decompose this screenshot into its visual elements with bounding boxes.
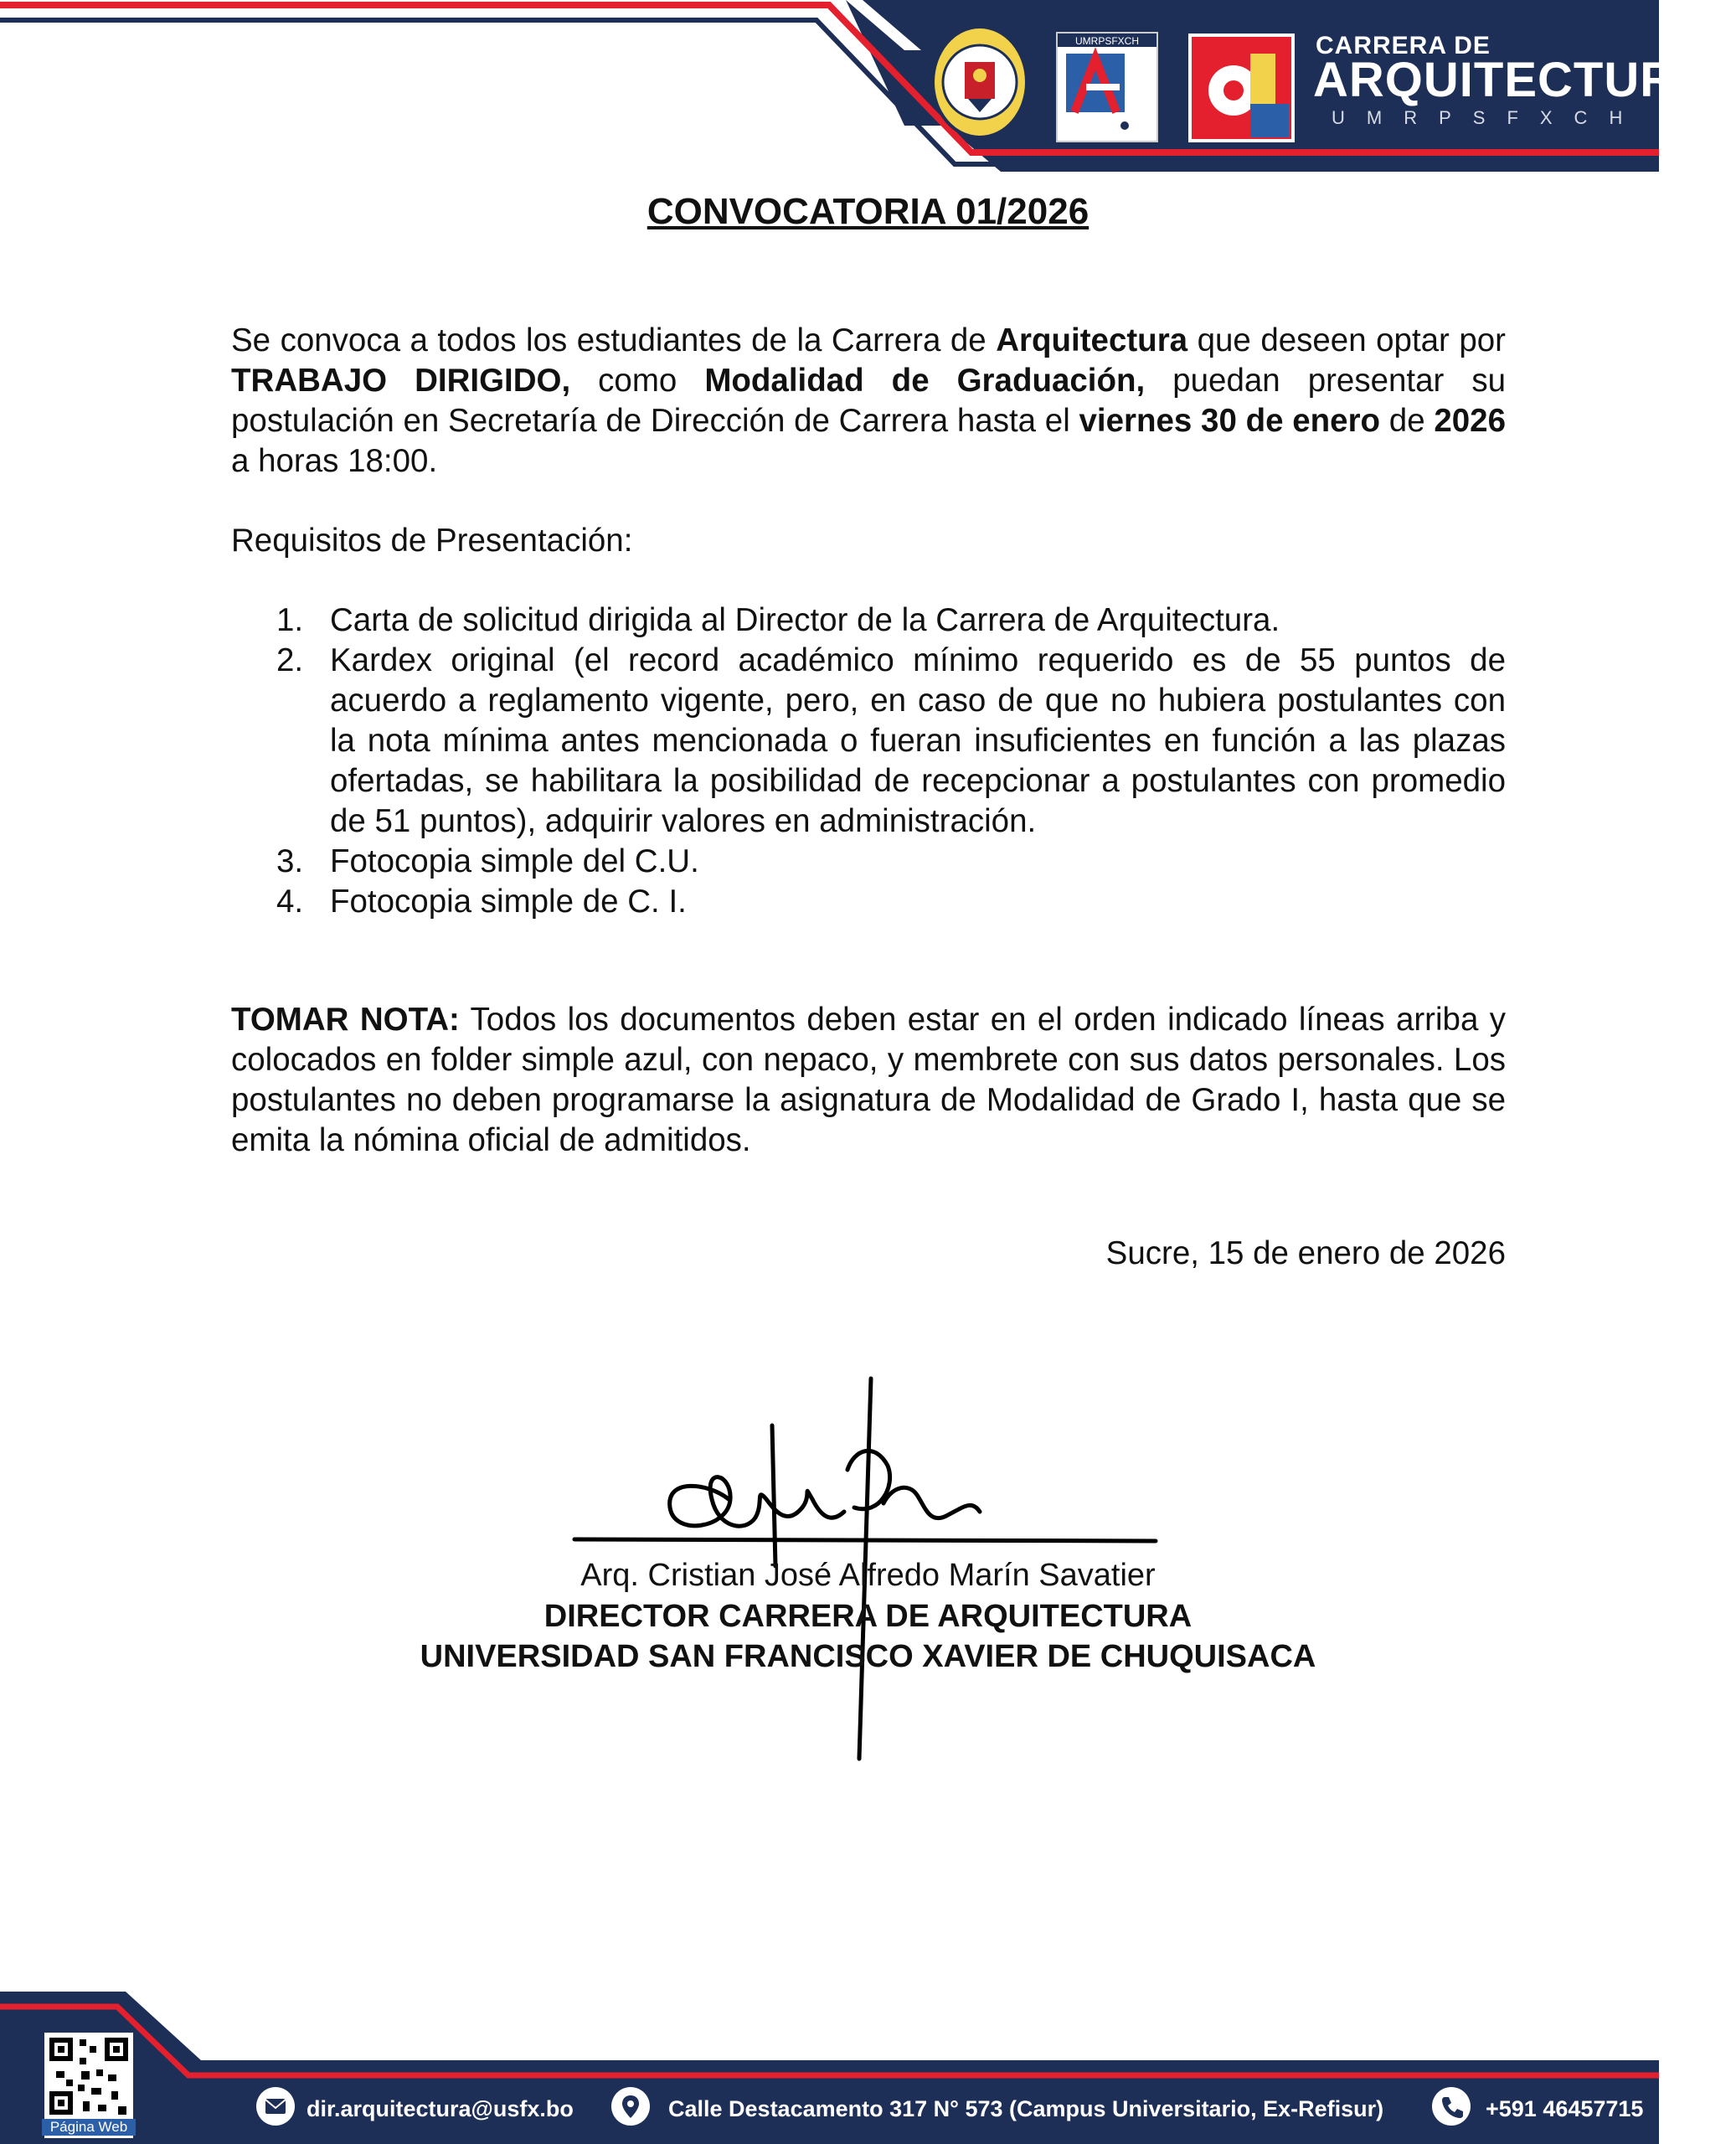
- footer-email[interactable]: dir.arquitectura@usfx.bo: [307, 2096, 574, 2121]
- intro-bold-3: Modalidad de Graduación,: [704, 363, 1146, 399]
- list-item-text: Fotocopia simple del C.U.: [330, 843, 699, 879]
- faculty-logo: [1056, 32, 1158, 142]
- email-icon: [256, 2087, 295, 2126]
- list-item-number: 2.: [276, 642, 304, 678]
- list-item: [276, 882, 1506, 922]
- intro-text-6: a horas 18:00.: [231, 443, 438, 479]
- note-label: TOMAR NOTA:: [231, 1002, 460, 1038]
- list-item-number: 3.: [276, 843, 304, 879]
- intro-bold-5: 2026: [1434, 403, 1507, 439]
- list-item: [276, 641, 1506, 842]
- header-title-line2: ARQUITECTURA: [1313, 53, 1712, 107]
- list-item: [276, 600, 1506, 641]
- intro-text-1: Se convoca a todos los estudiantes de la Carrera de: [231, 322, 997, 358]
- header-title-line1: CARRERA DE: [1316, 32, 1491, 59]
- requirements-heading: Requisitos de Presentación:: [231, 523, 633, 559]
- signatory-role: DIRECTOR CARRERA DE ARQUITECTURA: [543, 1599, 1193, 1634]
- qr-label: Página Web: [42, 2119, 136, 2136]
- list-item: [276, 842, 1506, 882]
- intro-bold-2: TRABAJO DIRIGIDO,: [231, 363, 571, 399]
- list-item-number: 1.: [276, 602, 304, 638]
- signatory-university: UNIVERSIDAD SAN FRANCISCO XAVIER DE CHUQUISACA: [420, 1639, 1316, 1674]
- document-date: Sucre, 15 de enero de 2026: [1105, 1235, 1506, 1271]
- footer-phone[interactable]: +591 46457715: [1486, 2096, 1644, 2121]
- intro-text-2: que deseen optar por: [1187, 322, 1506, 358]
- intro-text-5: de: [1380, 403, 1435, 439]
- phone-icon: [1432, 2087, 1471, 2126]
- header-subtitle: UMRPSFXCH: [1332, 107, 1645, 128]
- document-title: CONVOCATORIA 01/2026: [646, 191, 1090, 232]
- intro-text-4: puedan presentar su postulación en Secretaría de Dirección de Carrera hasta el: [231, 363, 1506, 439]
- list-item-text: Kardex original (el record académico mínimo requerido es de 55 puntos de acuerdo a reglamento vigente, pero, en caso de que no hubiera postulantes con la nota mínima antes mencionada o fueran insuficientes en función a las plazas ofertadas, se habilitara la posibilidad de recepcionar a postulantes con promedio de 51 puntos), adquirir valores en administración.: [330, 642, 1506, 839]
- requirements-list: [276, 600, 1506, 922]
- note-text: Todos los documentos deben estar en el orden indicado líneas arriba y colocados en folder simple azul, con nepaco, y membrete con sus datos personales. Los postulantes no deben programarse la asignatura de Modalidad de Grado I, hasta que se emita la nómina oficial de admitidos.: [231, 1002, 1506, 1158]
- faculty-logo-text: UMRPSFXCH: [1074, 35, 1140, 47]
- page-footer: [0, 1985, 1659, 2144]
- university-seal-logo: [931, 25, 1028, 139]
- location-icon: [611, 2087, 650, 2126]
- intro-text-3: como: [570, 363, 705, 399]
- intro-bold-1: Arquitectura: [996, 322, 1188, 358]
- list-item-number: 4.: [276, 884, 304, 920]
- intro-bold-4: viernes 30 de enero: [1079, 403, 1381, 439]
- signatory-name: Arq. Cristian José Alfredo Marín Savatier: [580, 1558, 1156, 1593]
- list-item-text: Carta de solicitud dirigida al Director de la Carrera de Arquitectura.: [330, 602, 1280, 638]
- carrera-logo: [1188, 34, 1295, 142]
- footer-address: Calle Destacamento 317 N° 573 (Campus Universitario, Ex-Refisur): [668, 2096, 1384, 2121]
- note-paragraph: [231, 1000, 1506, 1161]
- list-item-text: Fotocopia simple de C. I.: [330, 884, 687, 920]
- page-header: [0, 0, 1712, 180]
- intro-paragraph: [231, 321, 1506, 482]
